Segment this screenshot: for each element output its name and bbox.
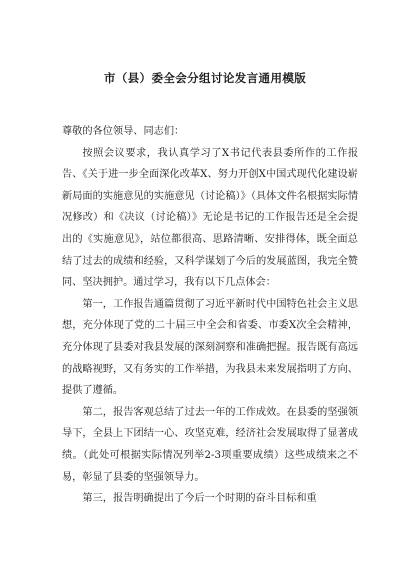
- paragraph-intro: 按照会议要求，我认真学习了X书记代表县委所作的工作报告、《关于进一步全面深化改革X、努力开创X中国式现代化建设崭新局面的实施意见的实施意见（讨论稿）》（具体文件名根据实际情况修改）和《决议（讨论稿）》无论是书记的工作报告还是全会提出的《实施意见》，站位都很高、思路清晰、安排得体，既全面总结了过去的成绩和经验，又科学谋划了今后的发展蓝图，我完全赞同、坚决拥护。通过学习，我有以下几点体会：: [62, 147, 358, 289]
- paragraph-third: 第三，报告明确提出了今后一个时期的奋斗目标和重: [82, 493, 317, 505]
- document-title: 市（县）委全会分组讨论发言通用模版: [103, 71, 307, 85]
- salutation: 尊敬的各位领导、同志们：: [62, 126, 185, 137]
- document-body: [62, 121, 358, 510]
- paragraph-first: 第一，工作报告通篇贯彻了习近平新时代中国特色社会主义思想，充分体现了党的二十届三中全会和省委、市委X次全会精神，充分体现了县委对我县发展的深刻洞察和准确把握。报告既有高远的战略视野，又有务实的工作举措，为我县未来发展指明了方向、提供了遵循。: [62, 298, 358, 397]
- paragraph-second: 第二，报告客观总结了过去一年的工作成效。在县委的坚强领导下，全县上下团结一心、攻坚克难，经济社会发展取得了显著成绩。（此处可根据实际情况列举2-3项重要成绩）这些成绩来之不易，彰显了县委的坚强领导力。: [62, 406, 358, 483]
